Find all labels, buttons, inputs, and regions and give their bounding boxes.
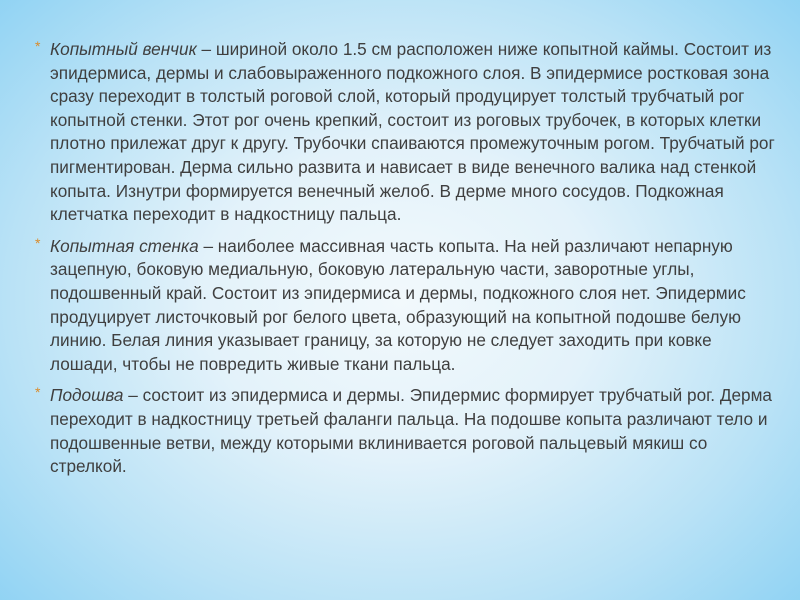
paragraph-hoof-wall <box>35 235 775 377</box>
paragraph-text: – состоит из эпидермиса и дермы. Эпидермис формирует трубчатый рог. Дерма переходит в надкостницу третьей фаланги пальца. На подошве копыта различают тело и подошвенные ветви, между которыми вклинивается роговой пальцевый мякиш со стрелкой. <box>50 385 772 477</box>
paragraph-text: – шириной около 1.5 см расположен ниже копытной каймы. Состоит из эпидермиса, дермы и слабовыраженного подкожного слоя. В эпидермисе ростковая зона сразу переходит в толстый роговой слой, который продуцирует толстый трубчатый рог копытной стенки. Этот рог очень крепкий, состоит из роговых трубочек, в которых клетки плотно прилежат друг к другу. Трубочки спаиваются промежуточным рогом. Трубчатый рог пигментирован. Дерма сильно развита и нависает в виде венечного валика над стенкой копыта. Изнутри формируется венечный желоб. В дерме много сосудов. Подкожная клетчатка переходит в надкостницу пальца. <box>50 39 775 225</box>
term-sole: Подошва <box>50 385 124 406</box>
bullet-icon: * <box>35 234 41 251</box>
bullet-icon: * <box>35 38 41 54</box>
paragraph-hoof-corona <box>35 38 775 227</box>
term-hoof-wall: Копытная стенка <box>50 235 199 256</box>
paragraph-sole <box>35 384 775 478</box>
paragraph-text: – наиболее массивная часть копыта. На ней различают непарную зацепную, боковую медиальную, боковую латеральную части, заворотные углы, подошвенный край. Состоит из эпидермиса и дермы, подкожного слоя нет. Эпидермис продуцирует листочковый рог белого цвета, образующий на копытной подошве белую линию. Белая линия указывает границу, за которую не следует заходить при ковке лошади, чтобы не повредить живые ткани пальца. <box>50 235 746 374</box>
term-hoof-corona: Копытный венчик <box>50 39 197 59</box>
bullet-icon: * <box>35 384 41 401</box>
slide-body <box>35 38 775 487</box>
